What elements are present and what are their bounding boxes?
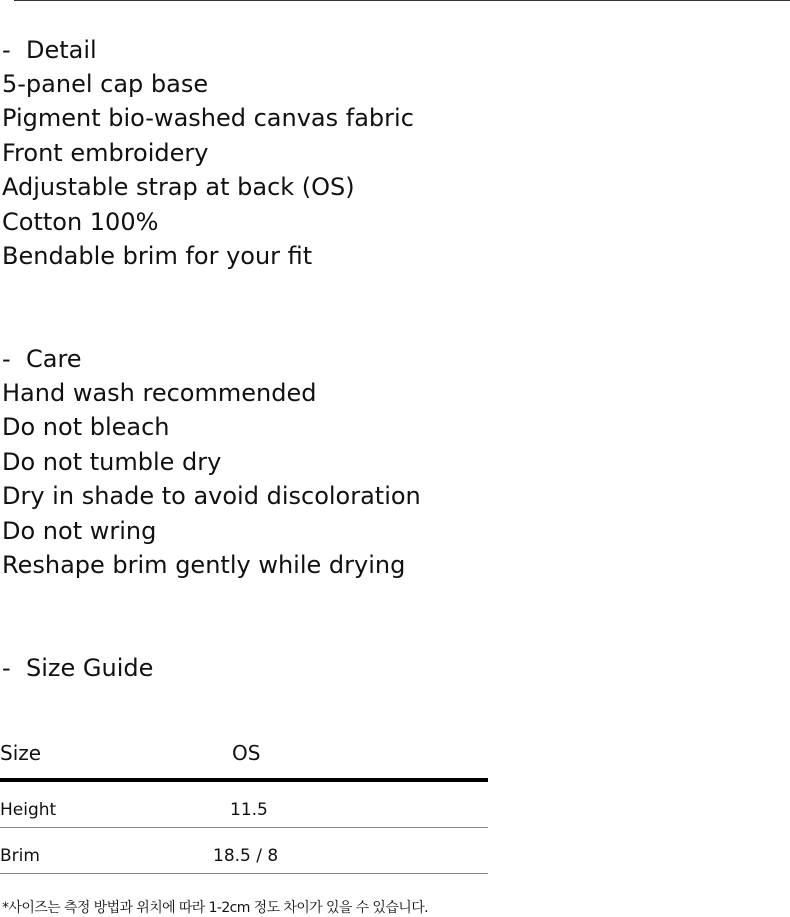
- care-item: Do not bleach: [2, 413, 170, 442]
- detail-item: Bendable brim for your fit: [2, 241, 313, 270]
- size-note: *사이즈는 측정 방법과 위치에 따라 1-2cm 정도 차이가 있을 수 있습니다.: [2, 900, 428, 916]
- size-table: [0, 733, 488, 874]
- detail-heading-text: Detail: [26, 36, 97, 64]
- care-item: Reshape brim gently while drying: [2, 550, 406, 579]
- table-row: [0, 828, 488, 873]
- detail-item: Front embroidery: [2, 138, 209, 167]
- size-guide-heading: [2, 651, 153, 685]
- row-label: Brim: [0, 846, 40, 866]
- heading-dash: -: [2, 36, 11, 64]
- care-item: Do not wring: [2, 516, 157, 545]
- table-row-divider: [0, 873, 488, 874]
- heading-dash: -: [2, 654, 11, 682]
- row-value: 11.5: [230, 800, 268, 820]
- detail-heading: [2, 33, 414, 67]
- top-divider: [14, 0, 790, 1]
- detail-item: Pigment bio-washed canvas fabric: [2, 104, 414, 133]
- size-header-label: Size: [0, 741, 42, 765]
- size-table-header: [0, 733, 488, 778]
- detail-item: Adjustable strap at back (OS): [2, 173, 355, 202]
- care-heading: [2, 342, 421, 376]
- detail-section: [2, 33, 414, 273]
- size-guide-heading-text: Size Guide: [26, 654, 154, 682]
- care-heading-text: Care: [26, 345, 82, 373]
- size-guide-section: [2, 651, 153, 685]
- detail-item: Cotton 100%: [2, 207, 159, 236]
- row-label: Height: [0, 800, 57, 820]
- row-value: 18.5 / 8: [213, 846, 279, 866]
- size-header-value: OS: [232, 741, 261, 765]
- care-item: Hand wash recommended: [2, 379, 317, 407]
- table-row: [0, 782, 488, 827]
- detail-item: 5-panel cap base: [2, 70, 209, 98]
- care-item: Dry in shade to avoid discoloration: [2, 482, 421, 511]
- care-item: Do not tumble dry: [2, 447, 222, 476]
- care-section: [2, 342, 421, 582]
- heading-dash: -: [2, 345, 11, 373]
